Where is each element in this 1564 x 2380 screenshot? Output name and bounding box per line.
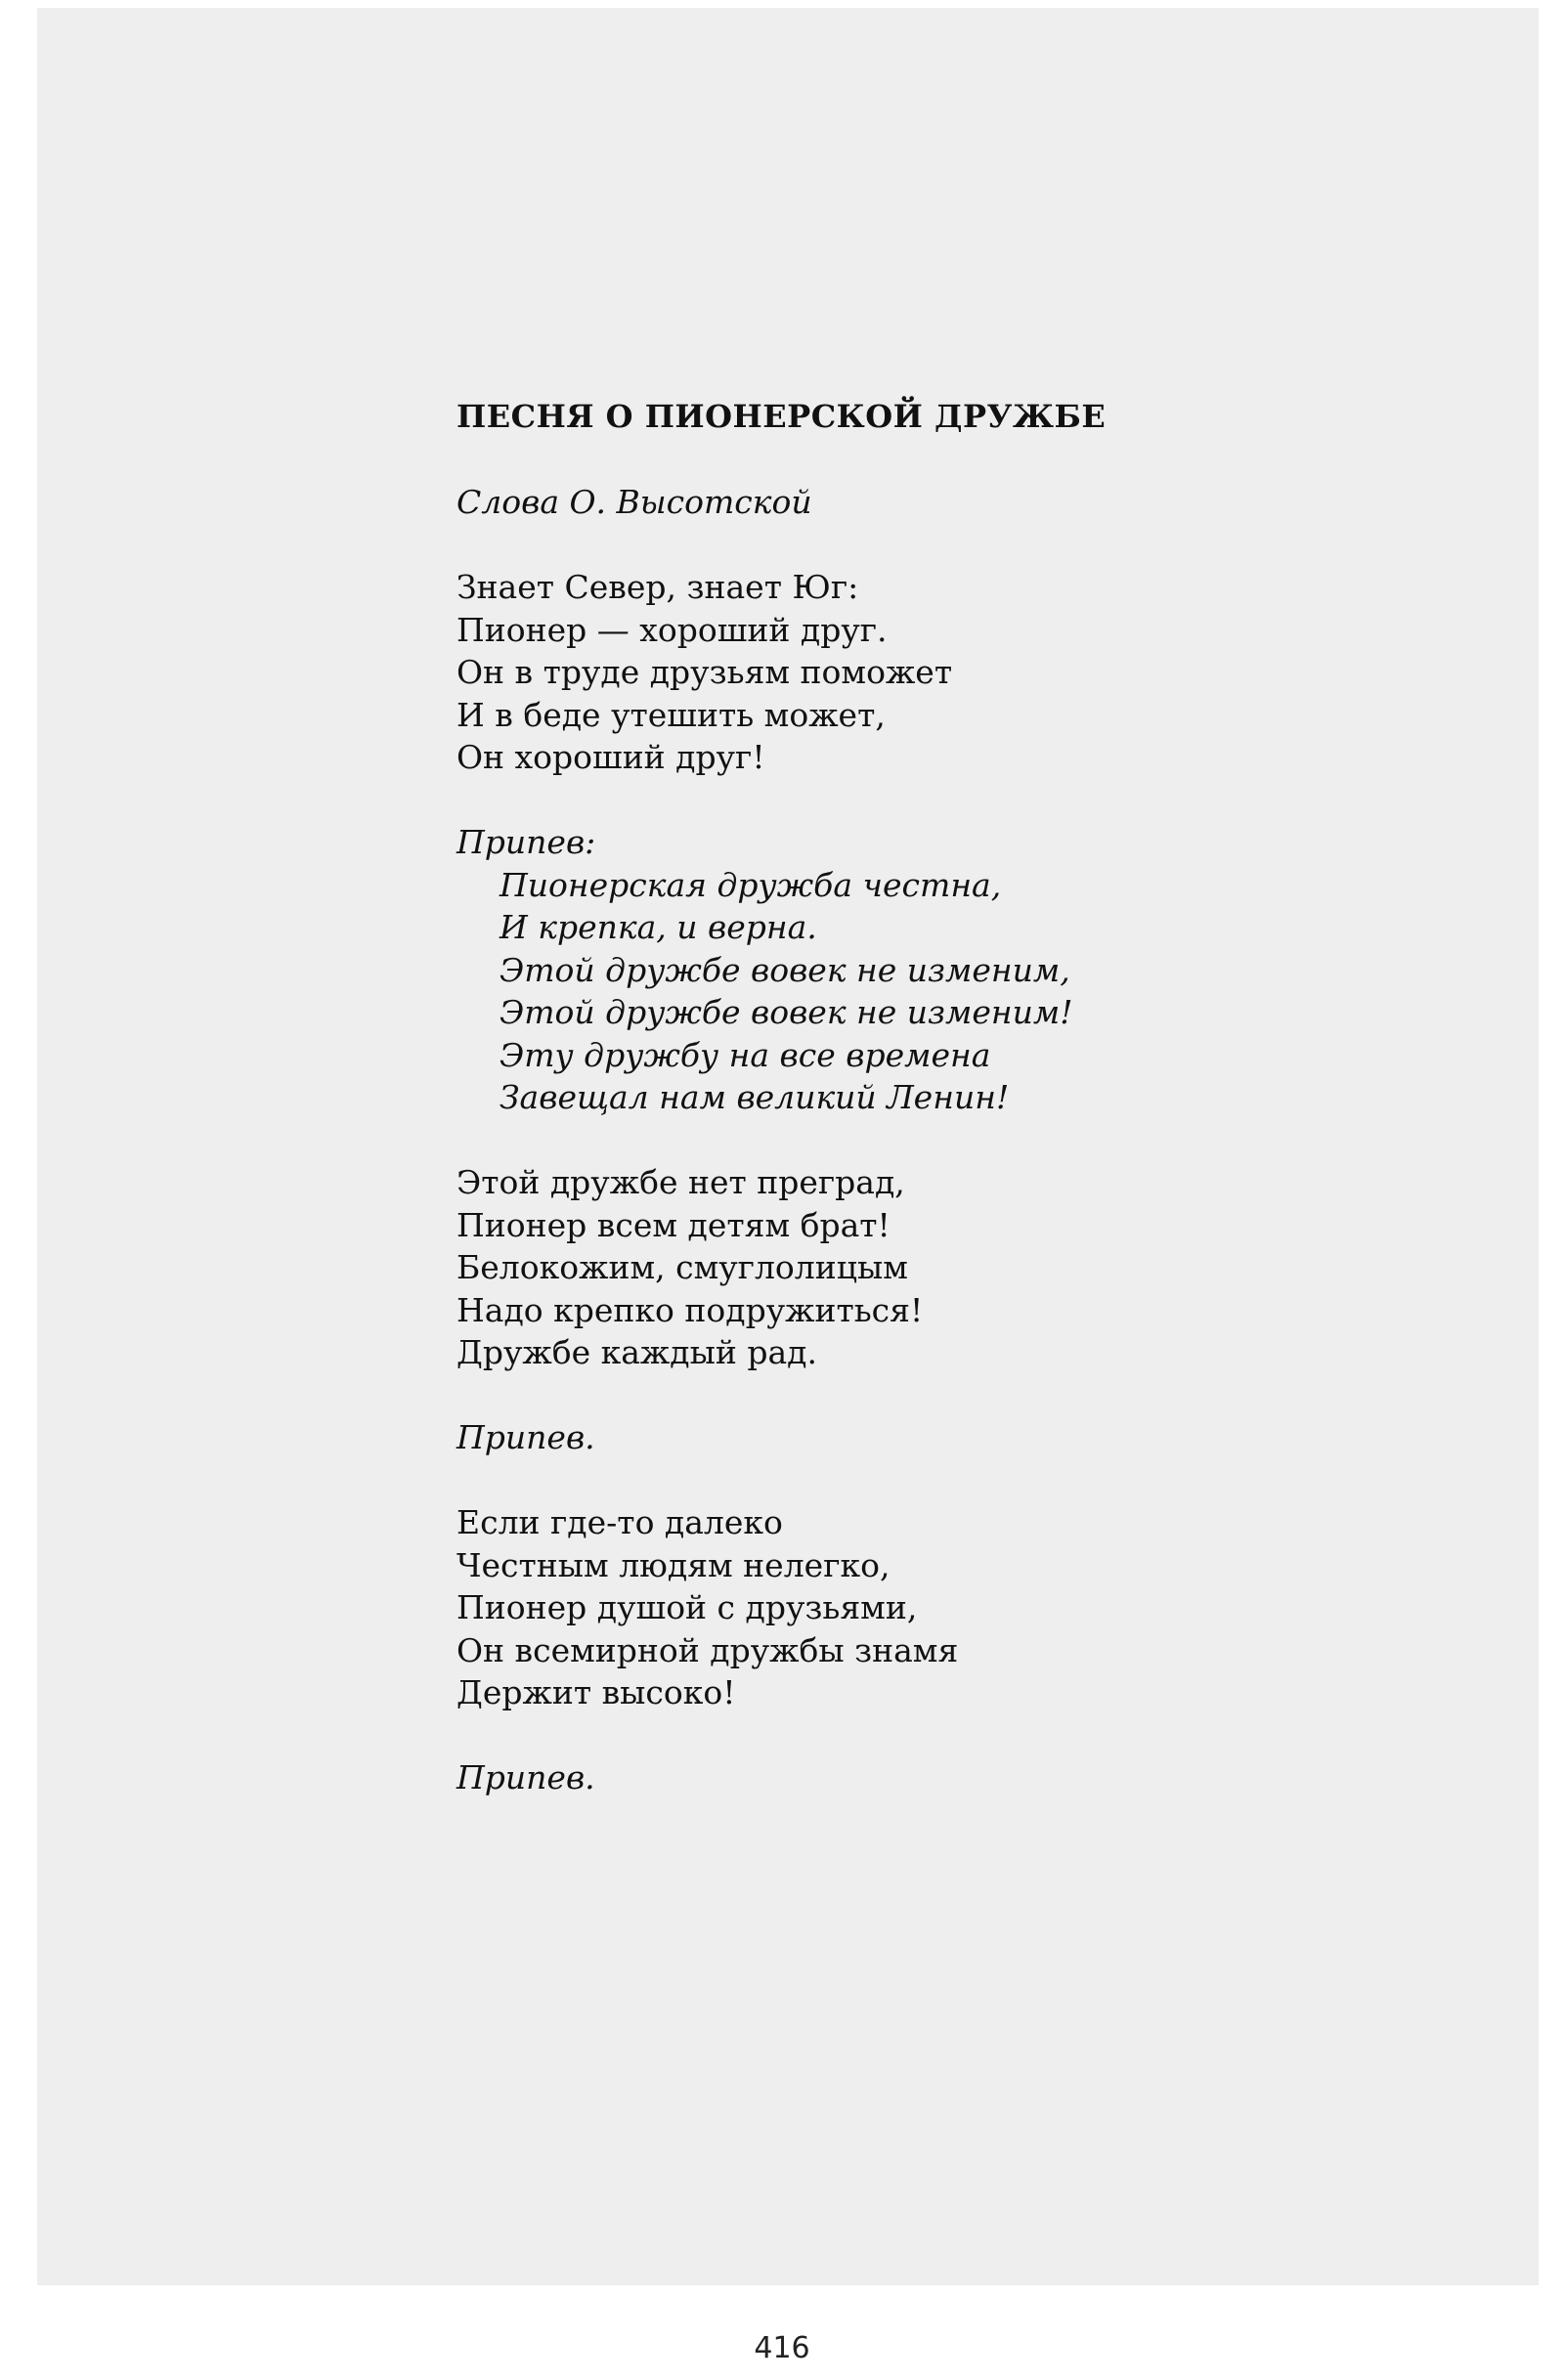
refrain-label: Припев:: [456, 823, 596, 861]
verse-line: Он всемирной дружбы знамя: [456, 1630, 959, 1669]
refrain-line: И крепка, и верна.: [500, 908, 817, 946]
verse-3: [456, 1501, 1434, 1714]
song-content: [456, 396, 1434, 1799]
verse-line: Он хороший друг!: [456, 738, 765, 776]
refrain-line: Пионерская дружба честна,: [500, 865, 1002, 904]
refrain: [456, 821, 1434, 1119]
verse-line: Пионер душой с друзьями,: [456, 1588, 918, 1626]
verse-line: Держит высоко!: [456, 1673, 736, 1711]
refrain-repeat-2: Припев.: [456, 1758, 595, 1796]
verse-line: Честным людям нелегко,: [456, 1545, 891, 1584]
page-number: 416: [754, 2331, 810, 2365]
verse-line: Надо крепко подружиться!: [456, 1290, 924, 1329]
verse-line: Пионер всем детям брат!: [456, 1205, 891, 1244]
verse-line: Пионер — хороший друг.: [456, 610, 888, 649]
refrain-line: Завещал нам великий Ленин!: [500, 1078, 1010, 1116]
verse-1: [456, 566, 1434, 779]
refrain-lines: [456, 864, 1434, 1119]
verse-line: Белокожим, смуглолицым: [456, 1248, 908, 1286]
refrain-repeat-1: Припев.: [456, 1418, 595, 1456]
verse-line: Если где-то далеко: [456, 1503, 783, 1541]
author-credit: Слова О. Высотской: [456, 483, 812, 521]
verse-line: Он в труде друзьям поможет: [456, 653, 953, 691]
verse-line: Знает Север, знает Юг:: [456, 568, 859, 606]
verse-line: И в беде утешить может,: [456, 695, 886, 734]
refrain-line: Этой дружбе вовек не изменим!: [500, 993, 1073, 1031]
refrain-line: Этой дружбе вовек не изменим,: [500, 950, 1070, 989]
verse-line: Дружбе каждый рад.: [456, 1333, 817, 1371]
song-title: ПЕСНЯ О ПИОНЕРСКОЙ ДРУЖБЕ: [456, 398, 1107, 435]
verse-line: Этой дружбе нет преград,: [456, 1163, 905, 1201]
refrain-line: Эту дружбу на все времена: [500, 1035, 991, 1074]
verse-2: [456, 1161, 1434, 1374]
